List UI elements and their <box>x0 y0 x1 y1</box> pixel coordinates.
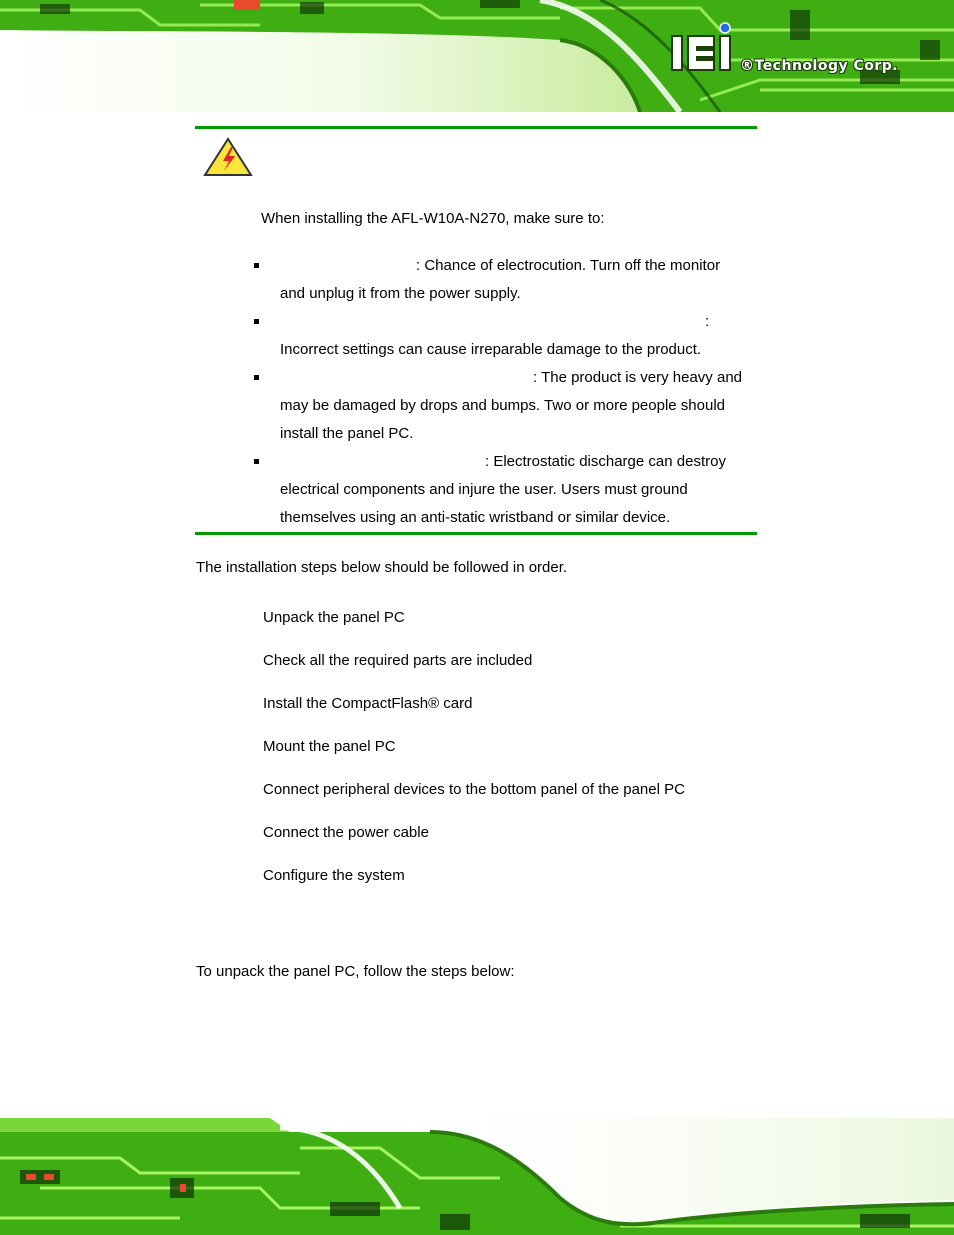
step-item-5: Connect peripheral devices to the bottom panel of the panel PC <box>263 781 685 798</box>
warning-item-4-line-2: electrical components and injure the user. Users must ground <box>280 481 688 498</box>
warning-item-2-line-2: Incorrect settings can cause irreparable damage to the product. <box>280 341 702 358</box>
bullet-marker <box>254 263 259 268</box>
warning-item-3-line-1: : The product is very heavy and <box>533 369 743 386</box>
warning-intro: When installing the AFL-W10A-N270, make sure to: <box>261 210 605 227</box>
company-name: ®Technology Corp. <box>740 58 899 74</box>
warning-item-3-line-2: may be damaged by drops and bumps. Two or more people should <box>280 397 725 414</box>
warning-item-1-line-1: : Chance of electrocution. Turn off the monitor <box>416 257 721 274</box>
step-item-2: Check all the required parts are included <box>263 652 533 669</box>
bullet-marker <box>254 459 259 464</box>
warning-item-3-line-3: install the panel PC. <box>280 425 414 442</box>
bullet-marker <box>254 319 259 324</box>
warning-item-2-line-1: : <box>705 313 710 330</box>
warning-item-4-line-3: themselves using an anti-static wristband or similar device. <box>280 509 671 526</box>
step-item-7: Configure the system <box>263 867 405 884</box>
steps-intro: The installation steps below should be followed in order. <box>196 559 568 576</box>
warning-bottom-rule <box>195 532 757 535</box>
warning-icon <box>203 137 253 177</box>
bullet-marker <box>254 375 259 380</box>
step-item-6: Connect the power cable <box>263 824 429 841</box>
step-item-3: Install the CompactFlash® card <box>263 695 473 712</box>
step-item-1: Unpack the panel PC <box>263 609 405 626</box>
company-logo <box>666 22 926 84</box>
step-item-4: Mount the panel PC <box>263 738 396 755</box>
unpack-intro: To unpack the panel PC, follow the steps below: <box>196 963 515 980</box>
warning-item-1-line-2: and unplug it from the power supply. <box>280 285 521 302</box>
footer-banner <box>0 1118 954 1235</box>
warning-item-4-line-1: : Electrostatic discharge can destroy <box>485 453 726 470</box>
warning-top-rule <box>195 126 757 129</box>
